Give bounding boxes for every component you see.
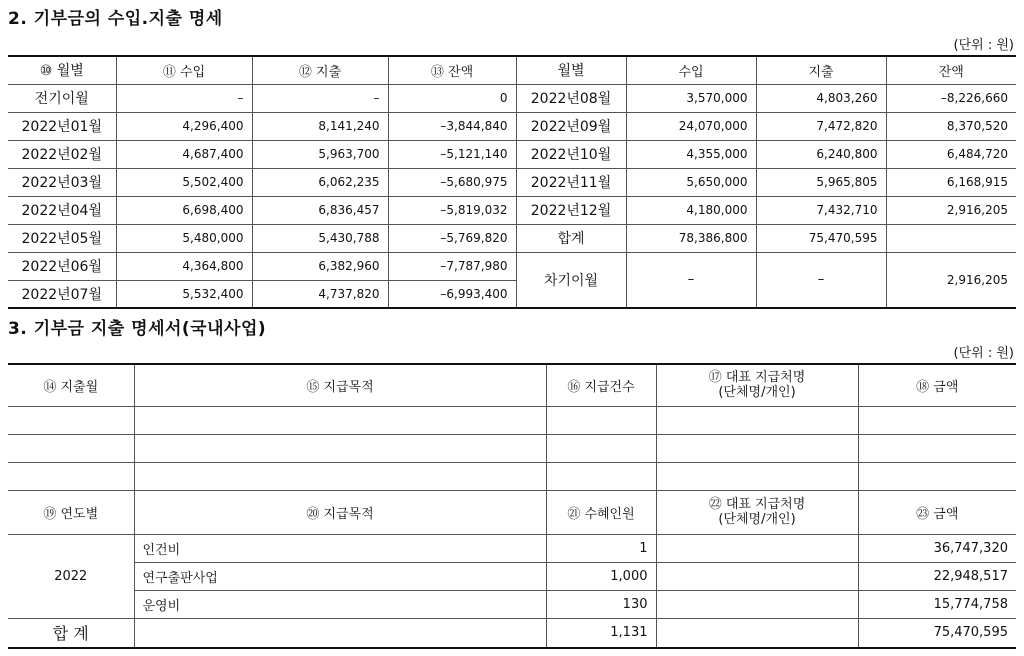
- amount-cell: 15,774,758: [858, 590, 1016, 618]
- detail-row: [8, 590, 1016, 618]
- header-expense-month: ⑭ 지출월: [8, 364, 134, 406]
- header-expense: ⑫ 지출: [252, 56, 388, 84]
- total-row: [8, 618, 1016, 648]
- left-expense-cell: 8,141,240: [252, 112, 388, 140]
- header-amount-b: ㉓ 금액: [858, 490, 1016, 534]
- purpose-cell: 인건비: [134, 534, 546, 562]
- right-balance-cell: 2,916,205: [886, 196, 1016, 224]
- count-cell: 130: [546, 590, 656, 618]
- right-month-cell: 2022년12월: [516, 196, 626, 224]
- left-month-cell: 2022년03월: [8, 168, 116, 196]
- carry-forward-month-cell: 차기이월: [516, 252, 626, 308]
- right-month-cell: 합계: [516, 224, 626, 252]
- left-balance-cell: –5,121,140: [388, 140, 516, 168]
- right-month-cell: 2022년10월: [516, 140, 626, 168]
- right-balance-cell: 6,168,915: [886, 168, 1016, 196]
- total-label: 합 계: [8, 618, 134, 648]
- left-month-cell: 2022년01월: [8, 112, 116, 140]
- right-income-cell: 5,650,000: [626, 168, 756, 196]
- year-cell: 2022: [8, 534, 134, 618]
- right-balance-cell: 6,484,720: [886, 140, 1016, 168]
- payee-cell: [656, 562, 858, 590]
- right-income-cell: 4,180,000: [626, 196, 756, 224]
- left-income-cell: 5,502,400: [116, 168, 252, 196]
- section-3-title: 3. 기부금 지출 명세서(국내사업): [8, 319, 267, 339]
- left-income-cell: 5,480,000: [116, 224, 252, 252]
- left-income-cell: 5,532,400: [116, 280, 252, 308]
- purpose-cell: 연구출판사업: [134, 562, 546, 590]
- count-cell: 1: [546, 534, 656, 562]
- right-income-cell: 24,070,000: [626, 112, 756, 140]
- left-month-cell: 2022년04월: [8, 196, 116, 224]
- left-income-cell: 4,364,800: [116, 252, 252, 280]
- section-2-unit: (단위 : 원): [953, 38, 1014, 53]
- right-month-cell: 2022년09월: [516, 112, 626, 140]
- header-payment-count: ⑯ 지급건수: [546, 364, 656, 406]
- detail-header-row-b: [8, 490, 1016, 534]
- carry-forward-balance-cell: 2,916,205: [886, 252, 1016, 308]
- right-balance-cell: [886, 224, 1016, 252]
- header-beneficiaries: ㉑ 수혜인원: [546, 490, 656, 534]
- left-balance-cell: –5,769,820: [388, 224, 516, 252]
- right-expense-cell: 7,472,820: [756, 112, 886, 140]
- payee-cell: [656, 534, 858, 562]
- header-month-right: 월별: [516, 56, 626, 84]
- left-month-cell: 전기이월: [8, 84, 116, 112]
- right-balance-cell: –8,226,660: [886, 84, 1016, 112]
- left-expense-cell: 6,836,457: [252, 196, 388, 224]
- left-month-cell: 2022년05월: [8, 224, 116, 252]
- left-expense-cell: 6,382,960: [252, 252, 388, 280]
- section-3-unit: (단위 : 원): [953, 346, 1014, 361]
- purpose-cell: 운영비: [134, 590, 546, 618]
- left-balance-cell: –6,993,400: [388, 280, 516, 308]
- left-income-cell: 4,687,400: [116, 140, 252, 168]
- payee-cell: [656, 590, 858, 618]
- empty-row: [8, 434, 1016, 462]
- left-balance-cell: –7,787,980: [388, 252, 516, 280]
- table-row: [8, 84, 1016, 112]
- table-row: [8, 168, 1016, 196]
- header-payee-line1: ⑰ 대표 지급처명: [708, 370, 806, 386]
- detail-row: [8, 534, 1016, 562]
- left-month-cell: 2022년06월: [8, 252, 116, 280]
- right-expense-cell: 75,470,595: [756, 224, 886, 252]
- left-income-cell: 6,698,400: [116, 196, 252, 224]
- amount-cell: 22,948,517: [858, 562, 1016, 590]
- carry-forward-income-cell: –: [626, 252, 756, 308]
- right-income-cell: 78,386,800: [626, 224, 756, 252]
- header-amount: ⑱ 금액: [858, 364, 1016, 406]
- right-month-cell: 2022년08월: [516, 84, 626, 112]
- right-income-cell: 3,570,000: [626, 84, 756, 112]
- header-balance-right: 잔액: [886, 56, 1016, 84]
- header-payment-purpose-b: ⑳ 지급목적: [134, 490, 546, 534]
- header-payee-b-line1: ㉒ 대표 지급처명: [708, 497, 806, 512]
- header-payee-line2: (단체명/개인): [718, 385, 796, 401]
- empty-row: [8, 462, 1016, 490]
- section-2-title: 2. 기부금의 수입.지출 명세: [8, 9, 223, 29]
- left-income-cell: –: [116, 84, 252, 112]
- table-row: [8, 252, 1016, 280]
- right-month-cell: 2022년11월: [516, 168, 626, 196]
- detail-row: [8, 562, 1016, 590]
- left-expense-cell: 4,737,820: [252, 280, 388, 308]
- carry-forward-expense-cell: –: [756, 252, 886, 308]
- left-balance-cell: –5,819,032: [388, 196, 516, 224]
- header-payment-purpose: ⑮ 지급목적: [134, 364, 546, 406]
- left-income-cell: 4,296,400: [116, 112, 252, 140]
- right-income-cell: 4,355,000: [626, 140, 756, 168]
- header-payee-b-line2: (단체명/개인): [718, 512, 796, 527]
- income-expense-header-row: [8, 56, 1016, 84]
- right-expense-cell: 4,803,260: [756, 84, 886, 112]
- total-amount: 75,470,595: [858, 618, 1016, 648]
- detail-header-row-a: [8, 364, 1016, 406]
- total-count: 1,131: [546, 618, 656, 648]
- table-row: [8, 112, 1016, 140]
- table-row: [8, 224, 1016, 252]
- left-balance-cell: –3,844,840: [388, 112, 516, 140]
- header-balance: ⑬ 잔액: [388, 56, 516, 84]
- right-expense-cell: 7,432,710: [756, 196, 886, 224]
- header-month: ⑩ 월별: [8, 56, 116, 84]
- left-expense-cell: 5,963,700: [252, 140, 388, 168]
- header-income: ⑪ 수입: [116, 56, 252, 84]
- empty-row: [8, 406, 1016, 434]
- header-year: ⑲ 연도별: [8, 490, 134, 534]
- right-expense-cell: 6,240,800: [756, 140, 886, 168]
- income-expense-table: [8, 55, 1016, 309]
- left-expense-cell: –: [252, 84, 388, 112]
- left-month-cell: 2022년07월: [8, 280, 116, 308]
- left-expense-cell: 6,062,235: [252, 168, 388, 196]
- expense-detail-table: [8, 363, 1016, 649]
- right-balance-cell: 8,370,520: [886, 112, 1016, 140]
- header-income-right: 수입: [626, 56, 756, 84]
- table-row: [8, 196, 1016, 224]
- amount-cell: 36,747,320: [858, 534, 1016, 562]
- right-expense-cell: 5,965,805: [756, 168, 886, 196]
- header-payee-b: [656, 490, 858, 534]
- table-row: [8, 140, 1016, 168]
- left-expense-cell: 5,430,788: [252, 224, 388, 252]
- header-payee: [656, 364, 858, 406]
- left-month-cell: 2022년02월: [8, 140, 116, 168]
- left-balance-cell: 0: [388, 84, 516, 112]
- count-cell: 1,000: [546, 562, 656, 590]
- left-balance-cell: –5,680,975: [388, 168, 516, 196]
- header-expense-right: 지출: [756, 56, 886, 84]
